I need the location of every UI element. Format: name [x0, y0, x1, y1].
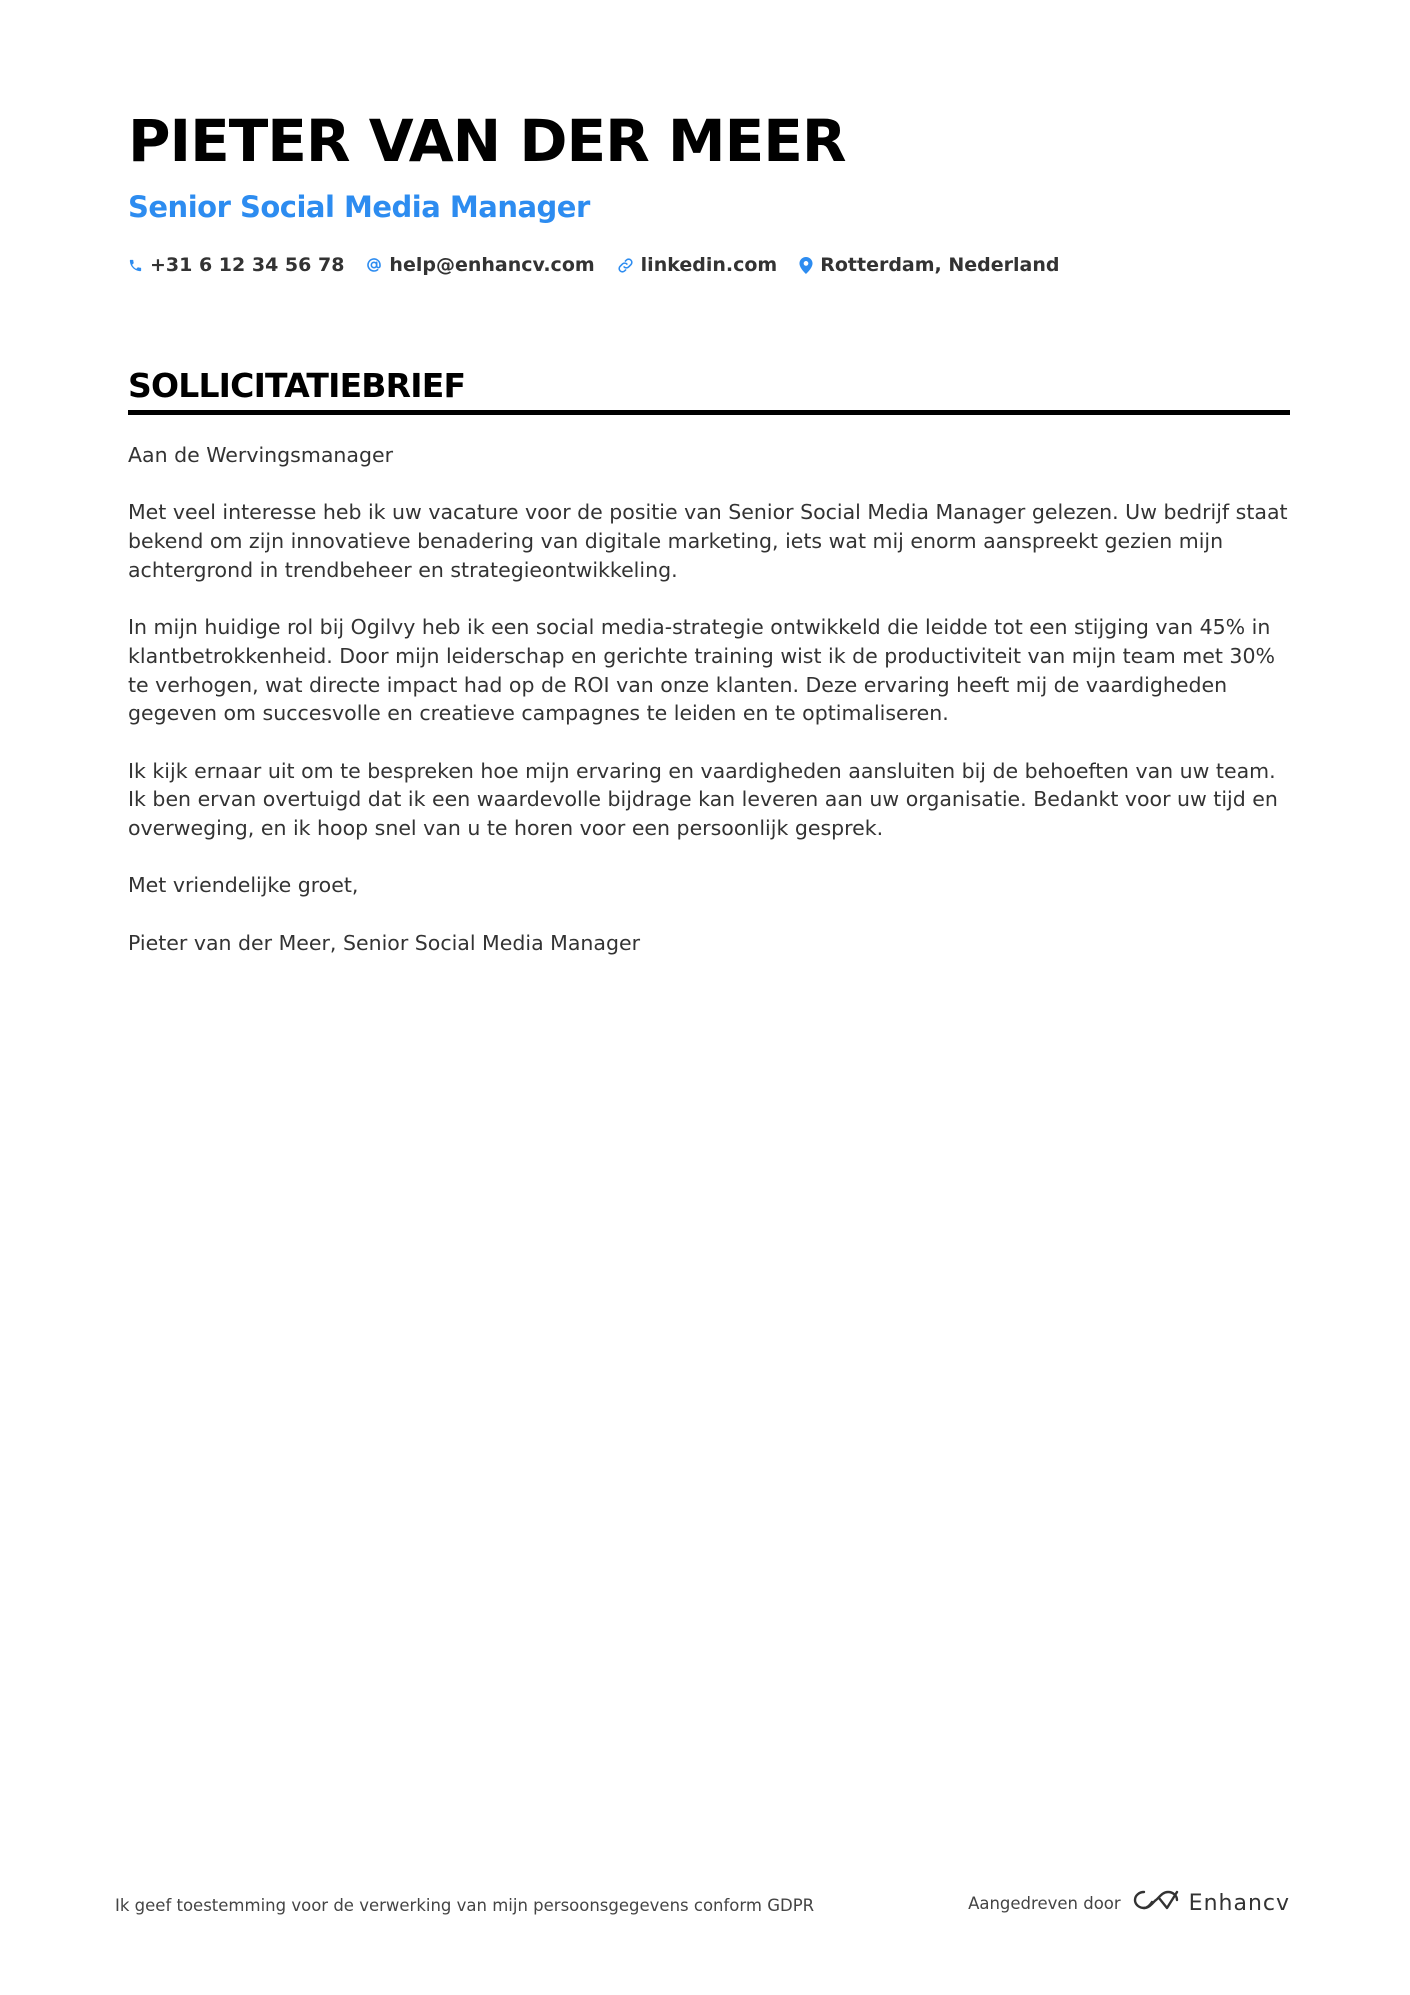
- salutation: Aan de Wervingsmanager: [128, 443, 393, 467]
- gdpr-consent: Ik geef toestemming voor de verwerking van mijn persoonsgegevens conform GDPR: [115, 1896, 815, 1915]
- phone-icon: [128, 258, 143, 273]
- map-pin-icon: [799, 257, 813, 274]
- contact-linkedin[interactable]: [617, 254, 778, 276]
- brand-name: Enhancv: [1188, 1890, 1290, 1916]
- section-divider: [128, 410, 1290, 415]
- brand: [1133, 1888, 1290, 1918]
- contact-email[interactable]: [366, 254, 594, 276]
- letter-body: [128, 441, 1290, 986]
- phone-number: +31 6 12 34 56 78: [150, 254, 345, 276]
- linkedin-url: linkedin.com: [640, 254, 778, 276]
- at-sign-icon: [366, 257, 382, 273]
- section-title: SOLLICITATIEBRIEF: [128, 366, 466, 405]
- applicant-name: PIETER VAN DER MEER: [128, 107, 846, 175]
- paragraph-intro: Met veel interesse heb ik uw vacature voor de positie van Senior Social Media Manager gelezen. Uw bedrijf staat bekend om zijn innovatieve benadering van digitale marketing, iets wat mij enorm aanspreekt gezien mijn achtergrond in trendbeheer en strategieontwikkeling.: [128, 500, 1288, 582]
- closing-phrase: Met vriendelijke groet,: [128, 873, 359, 898]
- location-text: Rotterdam, Nederland: [820, 254, 1060, 276]
- paragraph-experience: In mijn huidige rol bij Ogilvy heb ik een social media-strategie ontwikkeld die leidde tot een stijging van 45% in klantbetrokkenheid. Door mijn leiderschap en gerichte training wist ik de productiviteit van mijn team met 30% te verhogen, wat directe impact had op de ROI van onze klanten. Deze ervaring heeft mij de vaardigheden gegeven om succesvolle en creatieve campagnes te leiden en te optimaliseren.: [128, 615, 1275, 726]
- powered-by[interactable]: [968, 1888, 1290, 1918]
- contact-location: [799, 254, 1059, 276]
- paragraph-closing: Ik kijk ernaar uit om te bespreken hoe mijn ervaring en vaardigheden aansluiten bij de behoeften van uw team. Ik ben ervan overtuigd dat ik een waardevolle bijdrage kan leveren aan uw organisatie. Bedankt voor uw tijd en overweging, en ik hoop snel van u te horen voor een persoonlijk gesprek.: [128, 758, 1278, 841]
- job-title: Senior Social Media Manager: [128, 190, 590, 224]
- powered-by-label: Aangedreven door: [968, 1893, 1121, 1913]
- contact-phone[interactable]: [128, 254, 344, 276]
- email-address: help@enhancv.com: [389, 254, 595, 276]
- link-icon: [617, 257, 634, 274]
- signature: Pieter van der Meer, Senior Social Media Manager: [128, 930, 640, 955]
- enhancv-logo-icon: [1133, 1888, 1179, 1918]
- contact-bar: [128, 254, 1059, 276]
